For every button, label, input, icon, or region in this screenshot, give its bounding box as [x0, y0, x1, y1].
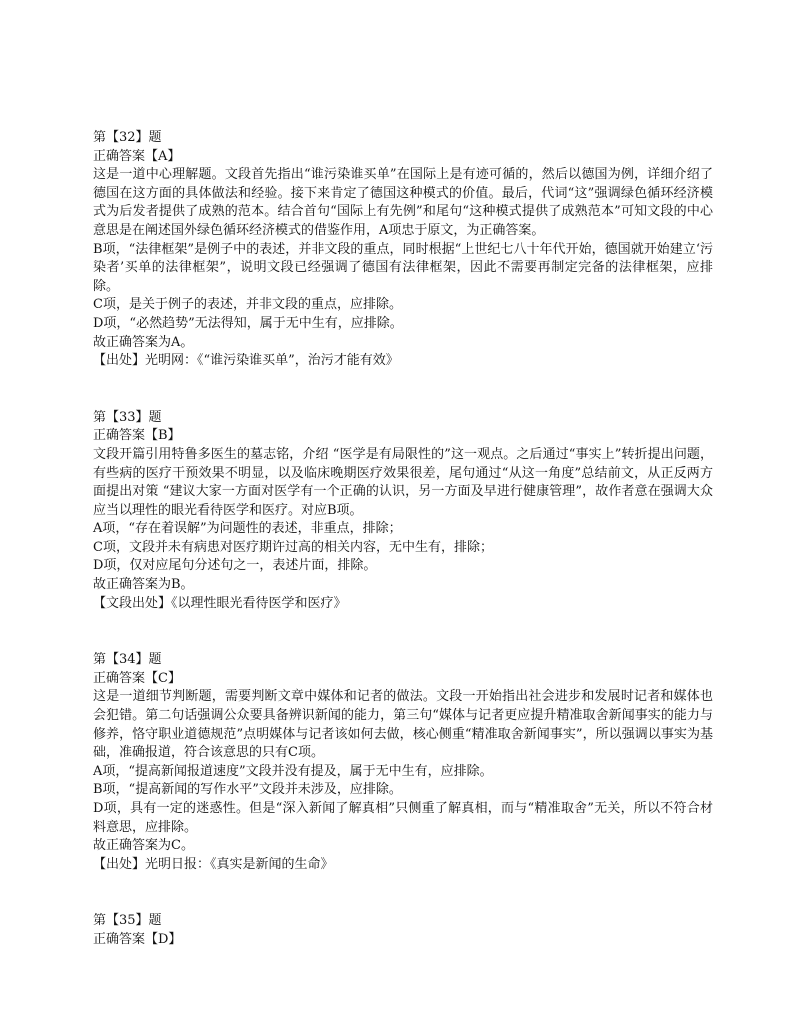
option-explanation: D项，“必然趋势”无法得知，属于无中生有，应排除。	[93, 315, 403, 331]
document-page	[93, 129, 713, 950]
question-34	[93, 651, 713, 874]
conclusion-text: 故正确答案为C。	[93, 838, 194, 854]
analysis-text: 文段开篇引用特鲁多医生的墓志铭，介绍 “医学是有局限性的”这一观点。之后通过“事实上”转折提出问题，有些病的医疗干预效果不明显，以及临床晚期医疗效果很差，尾句通过“从这一角度”总结前文，从正反两方面提出对策 “建议大家一方面对医学有一个正确的认识，另一方面及早进行健康管理”，故作者意在强调大众应当以理性的眼光看待医学和医疗。对应B项。	[93, 446, 713, 518]
question-32	[93, 129, 713, 371]
analysis-text: 这是一道细节判断题，需要判断文章中媒体和记者的做法。文段一开始指出社会进步和发展时记者和媒体也会犯错。第二句话强调公众要具备辨识新闻的能力，第三句“媒体与记者更应提升精准取舍新闻事实的能力与修养，恪守职业道德规范”点明媒体与记者该如何去做，核心侧重“精准取舍新闻事实”，所以强调以事实为基础，准确报道，符合该意思的只有C项。	[93, 689, 713, 761]
option-explanation: D项，仅对应尾句分述句之一，表述片面，排除。	[93, 558, 377, 574]
option-explanation: B项，“法律框架”是例子中的表述，并非文段的重点，同时根据“上世纪七八十年代开始，德国就开始建立‘污染者’买单的法律框架”，说明文段已经强调了德国有法律框架，因此不需要再制定完备的法律框架，应排除。	[93, 241, 713, 294]
question-33	[93, 409, 713, 614]
option-explanation: C项，是关于例子的表述，并非文段的重点，应排除。	[93, 297, 402, 313]
option-explanation: A项，“提高新闻报道速度”文段并没有提及，属于无中生有，应排除。	[93, 763, 493, 779]
correct-answer: 正确答案【B】	[93, 428, 181, 444]
correct-answer: 正确答案【D】	[93, 931, 182, 947]
question-35	[93, 912, 713, 949]
correct-answer: 正确答案【C】	[93, 670, 181, 686]
option-explanation: A项，“存在着误解”为问题性的表述，非重点，排除；	[93, 521, 402, 537]
option-explanation: D项，具有一定的迷惑性。但是“深入新闻了解真相”只侧重了解真相，而与“精准取舍”无关，所以不符合材料意思，应排除。	[93, 801, 713, 835]
question-header: 第【35】题	[93, 913, 162, 929]
source-text: 【出处】光明日报：《真实是新闻的生命》	[93, 856, 334, 872]
source-text: 【出处】光明网：《“谁污染谁买单”，治污才能有效》	[93, 353, 399, 369]
question-header: 第【34】题	[93, 652, 162, 668]
question-header: 第【32】题	[93, 130, 162, 145]
source-text: 【文段出处】《以理性眼光看待医学和医疗》	[93, 595, 347, 611]
conclusion-text: 故正确答案为A。	[93, 334, 194, 350]
option-explanation: B项，“提高新闻的写作水平”文段并未涉及，应排除。	[93, 782, 402, 798]
option-explanation: C项，文段并未有病患对医疗期许过高的相关内容，无中生有，排除；	[93, 539, 493, 555]
correct-answer: 正确答案【A】	[93, 148, 181, 164]
question-header: 第【33】题	[93, 409, 162, 425]
analysis-text: 这是一道中心理解题。文段首先指出“谁污染谁买单”在国际上是有迹可循的，然后以德国为例，详细介绍了德国在这方面的具体做法和经验。接下来肯定了德国这种模式的价值。最后，代词“这”强调绿色循环经济模式为后发者提供了成熟的范本。结合首句“国际上有先例”和尾句“这种模式提供了成熟范本”可知文段的中心意思是在阐述国外绿色循环经济模式的借鉴作用，A项忠于原文，为正确答案。	[93, 167, 713, 238]
conclusion-text: 故正确答案为B。	[93, 577, 194, 593]
